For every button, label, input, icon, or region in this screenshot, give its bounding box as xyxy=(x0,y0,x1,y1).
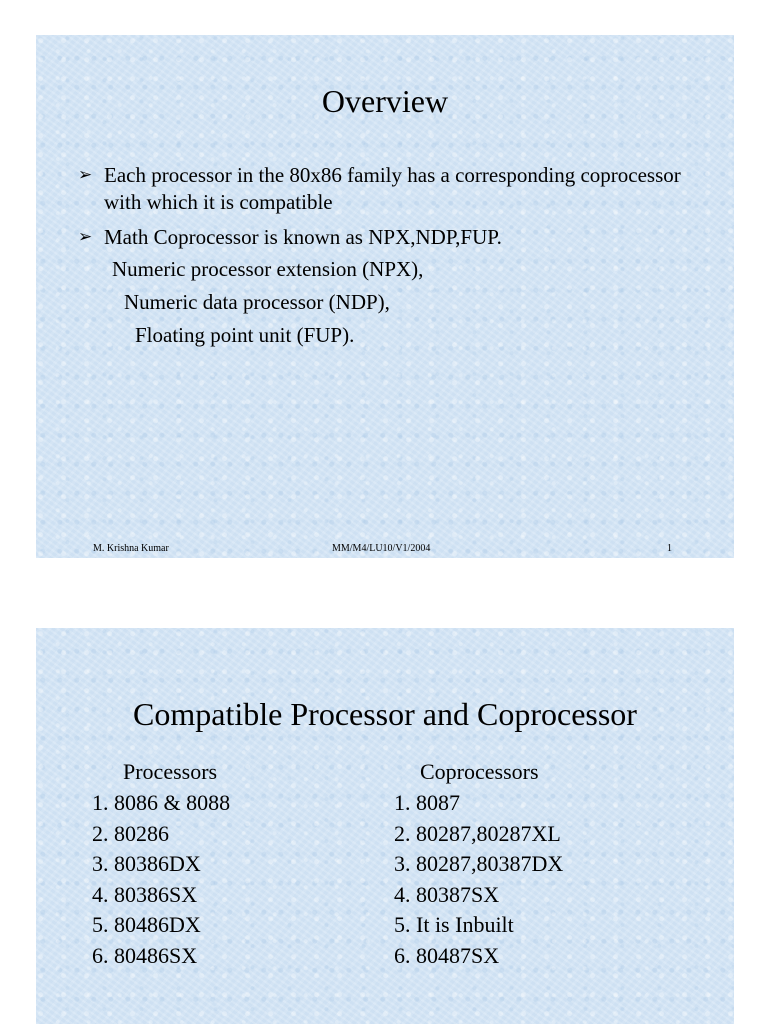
list-item: 3. 80386DX xyxy=(92,851,201,876)
bullet-item xyxy=(78,162,698,216)
list-item: 2. 80287,80287XL xyxy=(394,820,561,846)
slide-title: Compatible Processor and Coprocessor xyxy=(133,696,637,732)
arrow-bullet-icon: ➢ xyxy=(78,165,93,185)
bullet-item xyxy=(78,224,698,251)
bullet-text: Each processor in the 80x86 family has a corresponding coprocessor with which it is compatible xyxy=(104,163,681,214)
processors-header: Processors xyxy=(123,759,218,784)
sub-item-fup: Floating point unit (FUP). xyxy=(135,323,355,347)
footer-code: MM/M4/LU10/V1/2004 xyxy=(332,543,431,554)
list-item: 4. 80386SX xyxy=(92,881,198,907)
slide-compatible-processors xyxy=(36,628,734,1024)
coprocessors-header: Coprocessors xyxy=(420,759,539,784)
slide-overview xyxy=(36,35,734,558)
coprocessors-list xyxy=(394,788,563,971)
bullet-list xyxy=(78,162,698,259)
list-item: 2. 80286 xyxy=(92,820,169,846)
sub-item-ndp: Numeric data processor (NDP), xyxy=(124,290,390,314)
arrow-bullet-icon: ➢ xyxy=(78,227,93,247)
slide-title: Overview xyxy=(321,83,449,119)
sub-item-npx: Numeric processor extension (NPX), xyxy=(112,257,424,281)
list-item: 1. 8087 xyxy=(394,790,460,815)
bullet-text: Math Coprocessor is known as NPX,NDP,FUP. xyxy=(104,225,502,249)
processors-list xyxy=(92,788,230,971)
list-item: 5. It is Inbuilt xyxy=(394,912,514,937)
coprocessors-column xyxy=(394,759,563,971)
list-item: 6. 80486SX xyxy=(92,942,198,968)
footer-author: M. Krishna Kumar xyxy=(93,543,169,554)
processors-column xyxy=(92,759,230,971)
list-item: 1. 8086 & 8088 xyxy=(92,790,231,815)
list-item: 5. 80486DX xyxy=(92,912,201,937)
footer-page-number: 1 xyxy=(667,543,672,554)
list-item: 3. 80287,80387DX xyxy=(394,851,564,876)
list-item: 4. 80387SX xyxy=(394,881,500,907)
list-item: 6. 80487SX xyxy=(394,942,500,968)
